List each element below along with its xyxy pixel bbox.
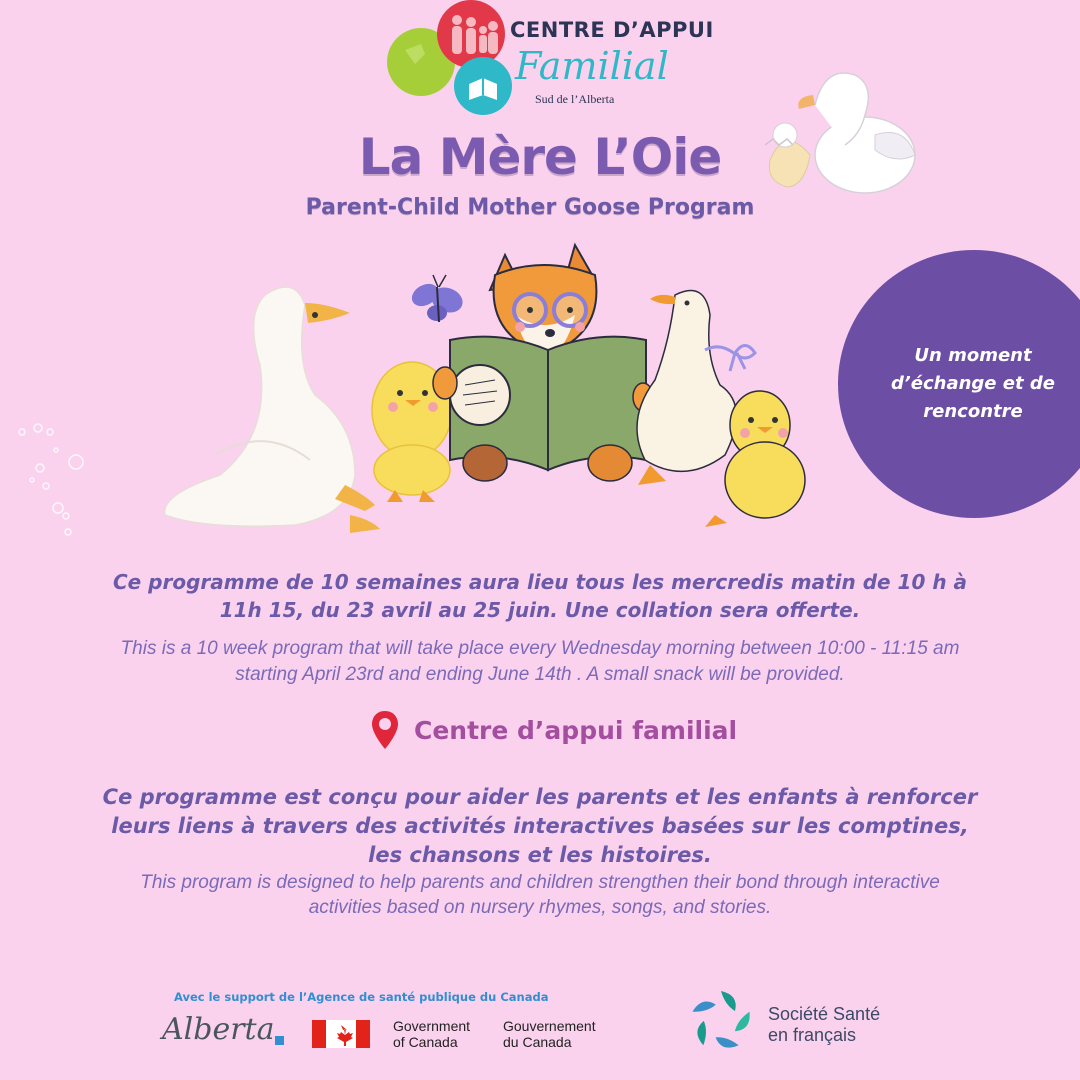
gov-en-line2: of Canada [393,1034,458,1050]
butterfly [408,275,466,322]
english-schedule-text: This is a 10 week program that will take place every Wednesday morning between 10:00 - 11:15 am starting April 23rd and ending June 14th . A small snack will be provided. [120,638,960,685]
ssf-line2: en français [768,1025,857,1045]
gov-en-line1: Government [393,1018,471,1034]
white-goose-left [165,287,380,533]
bubbles-decoration [10,420,90,550]
storytime-animals-illustration [155,235,815,535]
page-subtitle: Parent-Child Mother Goose Program [305,195,755,220]
badge-circle [838,250,1080,518]
canada-flag-icon [312,1020,370,1048]
societe-sante-logo-icon [686,986,756,1056]
gov-fr-line2: du Canada [503,1034,572,1050]
ssf-line1: Société Santé [768,1004,881,1024]
location-name: Centre d’appui familial [414,715,738,745]
family-puzzle-icon [385,0,525,115]
government-of-canada-en [393,1018,470,1050]
logo-title-line1: CENTRE D’APPUI [510,18,714,42]
logo-subtitle: Sud de l’Alberta [535,92,615,106]
societe-sante-name [768,1004,880,1046]
logo-title-line2: Familial [515,44,669,88]
government-of-canada-fr [503,1018,596,1050]
location [370,705,737,755]
alberta-logo: Alberta [162,1012,275,1047]
english-description-text: This program is designed to help parents and children strengthen their bond through interactive activities based on nursery rhymes, songs, and stories. [140,872,940,918]
french-schedule-text: Ce programme de 10 semaines aura lieu tous les mercredis matin de 10 h à 11h 15, du 23 avril au 25 juin. Une collation sera offerte. [112,570,968,622]
map-pin-icon [370,709,400,751]
badge-text: Un moment d’échange et de rencontre [891,345,1055,422]
centre-appui-familial-logo [385,0,714,115]
french-description-text: Ce programme est conçu pour aider les parents et les enfants à renforcer leurs liens à travers des activités interactives basées sur les comptines, les chansons et les histoires. [102,785,978,867]
alberta-mark-icon [275,1036,285,1046]
page-title: La Mère L’Oie [358,128,722,186]
fox-reading-book [433,245,653,481]
support-text: Avec le support de l’Agence de santé publique du Canada [174,990,549,1004]
gov-fr-line1: Gouvernement [503,1018,596,1034]
